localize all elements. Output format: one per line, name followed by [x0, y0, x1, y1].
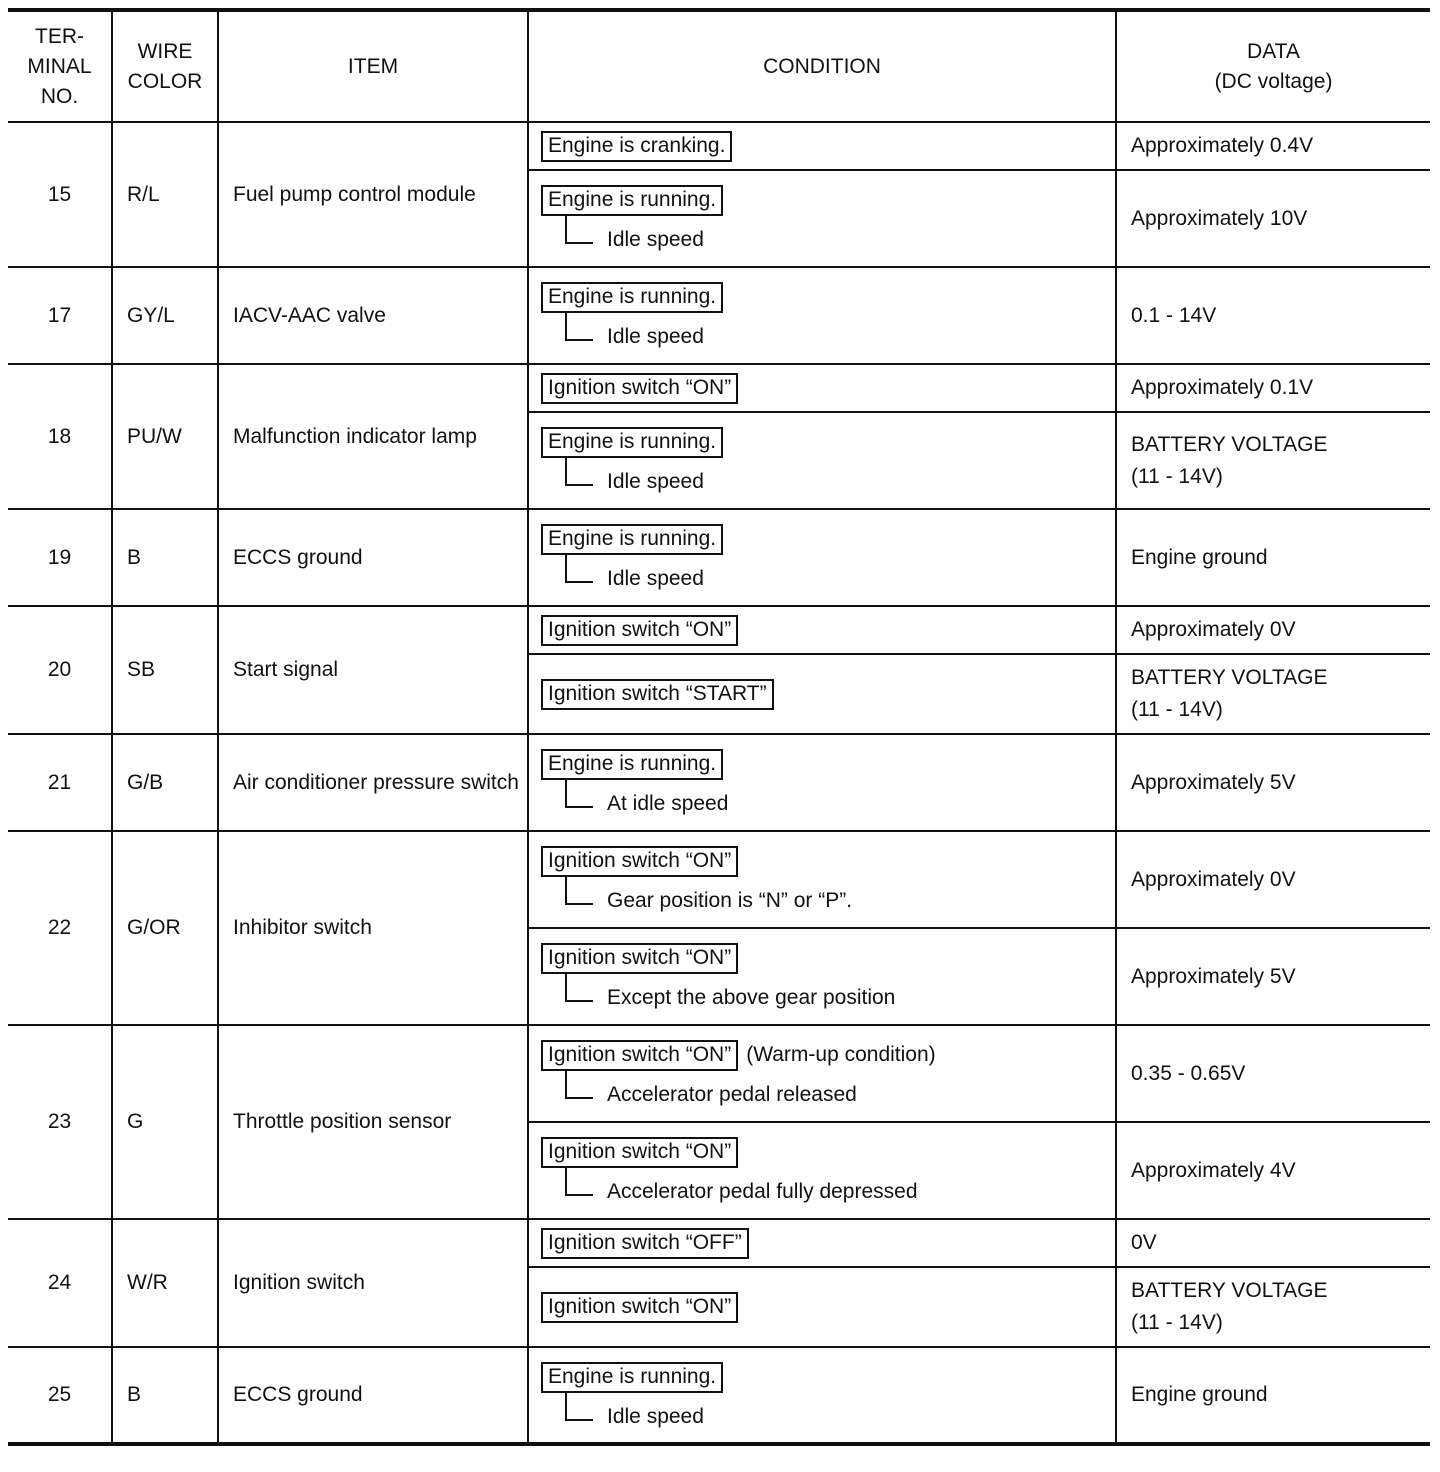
- wire-color-cell: GY/L: [112, 267, 218, 364]
- data-value: (11 - 14V): [1131, 698, 1223, 721]
- elbow-connector-icon: [565, 974, 593, 1002]
- condition-cell: [528, 1267, 1116, 1347]
- condition-box: Ignition switch “START”: [541, 679, 774, 710]
- data-value: Approximately 0.1V: [1131, 376, 1314, 399]
- data-cell: [1116, 831, 1430, 928]
- condition-box: Engine is running.: [541, 1362, 723, 1393]
- terminal-no-cell: 25: [8, 1347, 112, 1444]
- data-value: 0.35 - 0.65V: [1131, 1061, 1246, 1085]
- wire-color-cell: SB: [112, 606, 218, 734]
- table-row: [8, 1347, 1430, 1444]
- table-row: [8, 364, 1430, 412]
- elbow-connector-icon: [565, 877, 593, 905]
- wire-color-cell: G/B: [112, 734, 218, 831]
- condition-box: Ignition switch “ON”: [541, 1040, 738, 1071]
- wire-color-cell: W/R: [112, 1219, 218, 1347]
- item-cell: Inhibitor switch: [218, 831, 528, 1025]
- table-row: [8, 1219, 1430, 1267]
- data-cell: [1116, 1025, 1430, 1122]
- condition-box: Ignition switch “ON”: [541, 373, 738, 404]
- item-cell: Malfunction indicator lamp: [218, 364, 528, 509]
- condition-substep: [541, 325, 1103, 349]
- condition-cell: [528, 412, 1116, 509]
- condition-substep: [541, 228, 1103, 252]
- condition-cell: [528, 509, 1116, 606]
- header-data: DATA (DC voltage): [1116, 10, 1430, 122]
- condition-cell: [528, 1347, 1116, 1444]
- condition-cell: [528, 122, 1116, 170]
- condition-substep-text: At idle speed: [607, 792, 729, 815]
- elbow-connector-icon: [565, 313, 593, 341]
- terminal-no-cell: 18: [8, 364, 112, 509]
- data-cell: [1116, 928, 1430, 1025]
- data-cell: [1116, 1122, 1430, 1219]
- data-cell: [1116, 412, 1430, 509]
- condition-content: [541, 1292, 1103, 1323]
- table-row: [8, 1025, 1430, 1122]
- elbow-connector-icon: [565, 780, 593, 808]
- condition-content: [541, 524, 1103, 591]
- condition-content: [541, 1362, 1103, 1429]
- data-cell: [1116, 122, 1430, 170]
- terminal-no-cell: 19: [8, 509, 112, 606]
- table-row: [8, 267, 1430, 364]
- condition-substep-text: Accelerator pedal released: [607, 1083, 857, 1106]
- data-cell: [1116, 654, 1430, 734]
- condition-cell: [528, 606, 1116, 654]
- condition-substep: [541, 986, 1103, 1010]
- data-cell: [1116, 606, 1430, 654]
- wire-color-cell: G: [112, 1025, 218, 1219]
- condition-box: Engine is running.: [541, 749, 723, 780]
- data-value: (11 - 14V): [1131, 1311, 1223, 1334]
- header-terminal-no: TER- MINAL NO.: [8, 10, 112, 122]
- data-cell: [1116, 1267, 1430, 1347]
- item-cell: Throttle position sensor: [218, 1025, 528, 1219]
- condition-content: [541, 615, 1103, 646]
- data-cell: [1116, 1219, 1430, 1267]
- table-body: [8, 122, 1430, 1444]
- data-value: 0V: [1131, 1231, 1157, 1254]
- condition-cell: [528, 831, 1116, 928]
- data-cell: [1116, 1347, 1430, 1444]
- data-value: Approximately 5V: [1131, 964, 1296, 988]
- header-wire-color: WIRE COLOR: [112, 10, 218, 122]
- table-row: [8, 122, 1430, 170]
- item-cell: Fuel pump control module: [218, 122, 528, 267]
- condition-cell: [528, 364, 1116, 412]
- condition-box: Ignition switch “ON”: [541, 846, 738, 877]
- terminal-no-cell: 20: [8, 606, 112, 734]
- ecm-terminal-table: [8, 8, 1430, 1446]
- wire-color-cell: G/OR: [112, 831, 218, 1025]
- terminal-no-cell: 21: [8, 734, 112, 831]
- condition-cell: [528, 1219, 1116, 1267]
- item-cell: Air conditioner pressure switch: [218, 734, 528, 831]
- data-value: Engine ground: [1131, 1383, 1268, 1406]
- condition-cell: [528, 170, 1116, 267]
- data-cell: [1116, 364, 1430, 412]
- condition-substep: [541, 470, 1103, 494]
- terminal-no-cell: 22: [8, 831, 112, 1025]
- condition-box: Ignition switch “OFF”: [541, 1228, 749, 1259]
- condition-cell: [528, 1025, 1116, 1122]
- condition-box: Engine is running.: [541, 427, 723, 458]
- item-cell: Start signal: [218, 606, 528, 734]
- condition-content: [541, 1228, 1103, 1259]
- condition-cell: [528, 1122, 1116, 1219]
- condition-substep-text: Idle speed: [607, 228, 704, 251]
- wire-color-cell: R/L: [112, 122, 218, 267]
- condition-cell: [528, 928, 1116, 1025]
- condition-substep: [541, 1180, 1103, 1204]
- ecm-terminal-table-sheet: [8, 8, 1430, 1446]
- table-row: [8, 734, 1430, 831]
- data-value: Approximately 4V: [1131, 1158, 1296, 1182]
- data-value: Approximately 10V: [1131, 206, 1308, 230]
- elbow-connector-icon: [565, 1393, 593, 1421]
- data-value: Approximately 0V: [1131, 867, 1296, 891]
- wire-color-cell: PU/W: [112, 364, 218, 509]
- table-row: [8, 606, 1430, 654]
- condition-substep-text: Idle speed: [607, 567, 704, 590]
- condition-cell: [528, 267, 1116, 364]
- data-value: Approximately 0.4V: [1131, 134, 1314, 157]
- condition-content: [541, 131, 1103, 162]
- data-cell: [1116, 267, 1430, 364]
- data-value: Approximately 0V: [1131, 618, 1296, 641]
- data-value: BATTERY VOLTAGE: [1131, 432, 1328, 456]
- condition-content: [541, 282, 1103, 349]
- terminal-no-cell: 24: [8, 1219, 112, 1347]
- condition-box: Engine is running.: [541, 524, 723, 555]
- data-value: Engine ground: [1131, 545, 1268, 569]
- item-cell: ECCS ground: [218, 509, 528, 606]
- condition-box: Ignition switch “ON”: [541, 615, 738, 646]
- item-cell: ECCS ground: [218, 1347, 528, 1444]
- terminal-no-cell: 23: [8, 1025, 112, 1219]
- condition-content: [541, 1137, 1103, 1204]
- condition-content: [541, 373, 1103, 404]
- condition-box: Ignition switch “ON”: [541, 943, 738, 974]
- header-condition: CONDITION: [528, 10, 1116, 122]
- condition-cell: [528, 654, 1116, 734]
- data-value: BATTERY VOLTAGE: [1131, 1279, 1328, 1302]
- data-value: 0.1 - 14V: [1131, 303, 1217, 327]
- condition-content: [541, 1040, 1103, 1107]
- condition-substep-text: Idle speed: [607, 325, 704, 348]
- elbow-connector-icon: [565, 1168, 593, 1196]
- table-row: [8, 831, 1430, 928]
- condition-substep-text: Except the above gear position: [607, 986, 896, 1009]
- condition-content: [541, 943, 1103, 1010]
- condition-substep: [541, 889, 1103, 913]
- header-row: [8, 10, 1430, 122]
- condition-substep-text: Idle speed: [607, 470, 704, 493]
- terminal-no-cell: 17: [8, 267, 112, 364]
- data-cell: [1116, 734, 1430, 831]
- data-value: (11 - 14V): [1131, 464, 1223, 488]
- elbow-connector-icon: [565, 216, 593, 244]
- header-item: ITEM: [218, 10, 528, 122]
- condition-box: Engine is running.: [541, 282, 723, 313]
- elbow-connector-icon: [565, 458, 593, 486]
- condition-box: Engine is cranking.: [541, 131, 732, 162]
- condition-substep-text: Gear position is “N” or “P”.: [607, 889, 853, 912]
- condition-box: Engine is running.: [541, 185, 723, 216]
- data-value: BATTERY VOLTAGE: [1131, 666, 1328, 689]
- condition-content: [541, 679, 1103, 710]
- wire-color-cell: B: [112, 1347, 218, 1444]
- elbow-connector-icon: [565, 555, 593, 583]
- item-cell: Ignition switch: [218, 1219, 528, 1347]
- data-cell: [1116, 170, 1430, 267]
- condition-substep-text: Accelerator pedal fully depressed: [607, 1180, 918, 1203]
- table-row: [8, 509, 1430, 606]
- wire-color-cell: B: [112, 509, 218, 606]
- data-value: Approximately 5V: [1131, 770, 1296, 794]
- condition-substep: [541, 792, 1103, 816]
- terminal-no-cell: 15: [8, 122, 112, 267]
- condition-content: [541, 846, 1103, 913]
- elbow-connector-icon: [565, 1071, 593, 1099]
- condition-box: Ignition switch “ON”: [541, 1137, 738, 1168]
- condition-content: [541, 427, 1103, 494]
- condition-box: Ignition switch “ON”: [541, 1292, 738, 1323]
- condition-content: [541, 185, 1103, 252]
- condition-substep-text: Idle speed: [607, 1404, 704, 1428]
- condition-cell: [528, 734, 1116, 831]
- condition-substep: [541, 1083, 1103, 1107]
- condition-substep: [541, 1405, 1103, 1429]
- item-cell: IACV-AAC valve: [218, 267, 528, 364]
- condition-content: [541, 749, 1103, 816]
- data-cell: [1116, 509, 1430, 606]
- condition-substep: [541, 567, 1103, 591]
- condition-note: (Warm-up condition): [746, 1043, 936, 1066]
